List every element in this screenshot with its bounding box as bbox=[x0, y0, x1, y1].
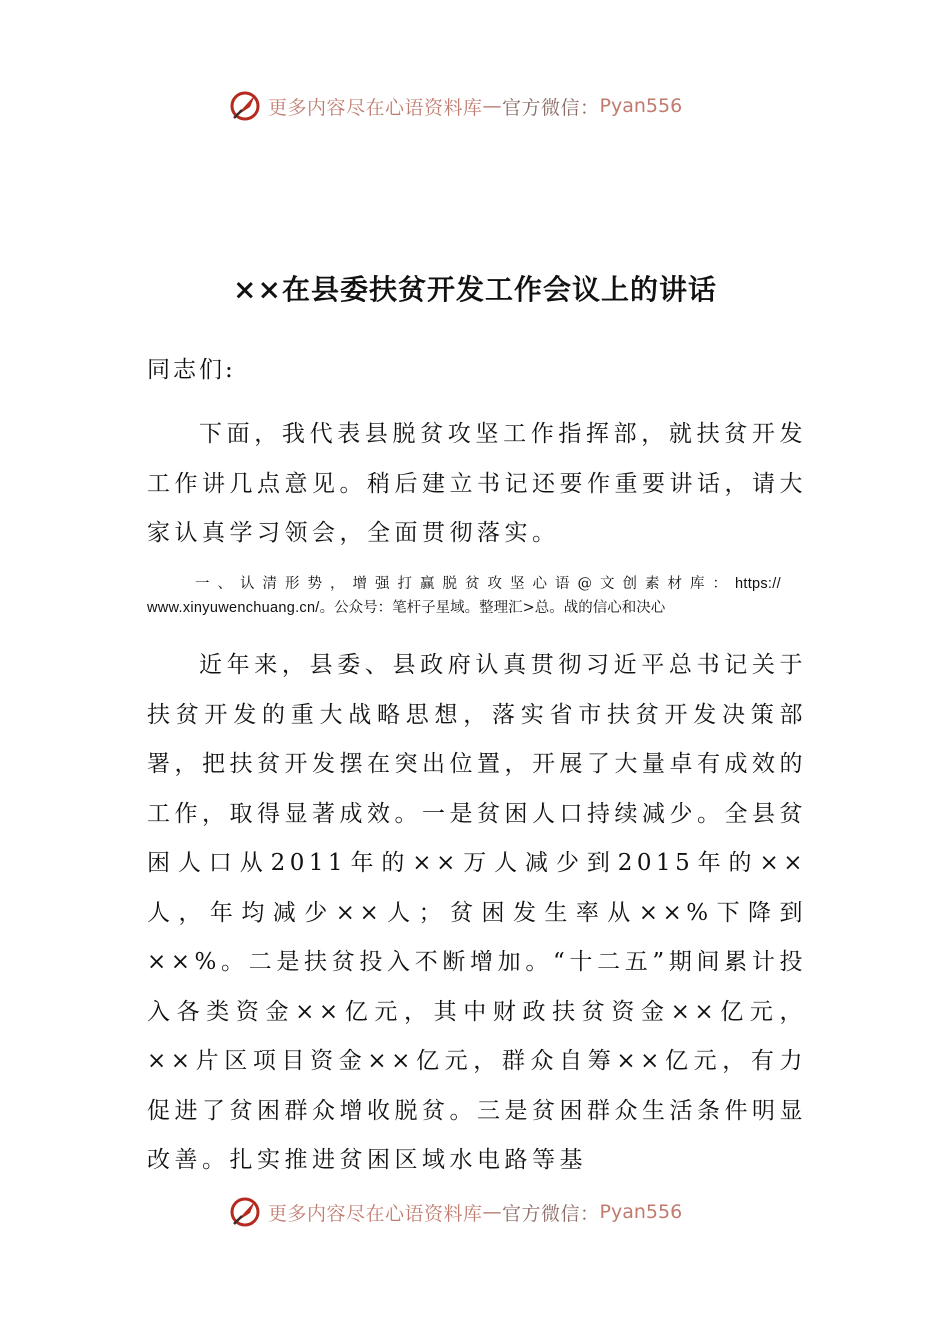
banner-wechat-id: Pyan556 bbox=[599, 1201, 683, 1223]
banner-separator: — bbox=[482, 1201, 503, 1223]
quill-logo-icon bbox=[228, 89, 262, 123]
banner-wechat-label: 官方微信： bbox=[502, 1202, 600, 1225]
section-heading-suffix: 。公众号：笔杆子星域。整理汇>总。战的信心和决心 bbox=[319, 600, 666, 616]
section-heading bbox=[147, 572, 809, 620]
salutation: 同志们: bbox=[147, 357, 236, 383]
banner-site-text: 更多内容尽在心语资料库 bbox=[268, 96, 483, 119]
banner-wechat-label: 官方微信： bbox=[502, 96, 600, 119]
banner-wechat-id: Pyan556 bbox=[599, 95, 683, 117]
footer-banner bbox=[228, 1192, 748, 1232]
header-banner bbox=[228, 86, 748, 126]
section-heading-prefix: 一、认清形势，增强打赢脱贫攻坚心语@文创素材库： bbox=[195, 576, 735, 592]
paragraph-intro: 下面，我代表县脱贫攻坚工作指挥部，就扶贫开发工作讲几点意见。稍后建立书记还要作重要讲话，请大家认真学习领会，全面贯彻落实。 bbox=[147, 421, 807, 546]
section-heading-url-1[interactable]: https:// bbox=[735, 576, 781, 592]
banner-separator: — bbox=[482, 95, 503, 117]
paragraph-body: 近年来，县委、县政府认真贯彻习近平总书记关于扶贫开发的重大战略思想，落实省市扶贫开发决策部署，把扶贫开发摆在突出位置，开展了大量卓有成效的工作，取得显著成效。一是贫困人口持续减少。全县贫困人口从2011年的××万人减少到2015年的××人，年均减少××人；贫困发生率从××%下降到××%。二是扶贫投入不断增加。“十二五”期间累计投入各类资金××亿元，其中财政扶贫资金××亿元，××片区项目资金××亿元，群众自筹××亿元，有力促进了贫困群众增收脱贫。三是贫困群众生活条件明显改善。扎实推进贫困区域水电路等基 bbox=[147, 652, 807, 1173]
document-title: ××在县委扶贫开发工作会议上的讲话 bbox=[233, 273, 717, 306]
quill-logo-icon bbox=[228, 1195, 262, 1229]
banner-site-text: 更多内容尽在心语资料库 bbox=[268, 1202, 483, 1225]
section-heading-url-2[interactable]: www.xinyuwenchuang.cn/ bbox=[147, 600, 320, 616]
